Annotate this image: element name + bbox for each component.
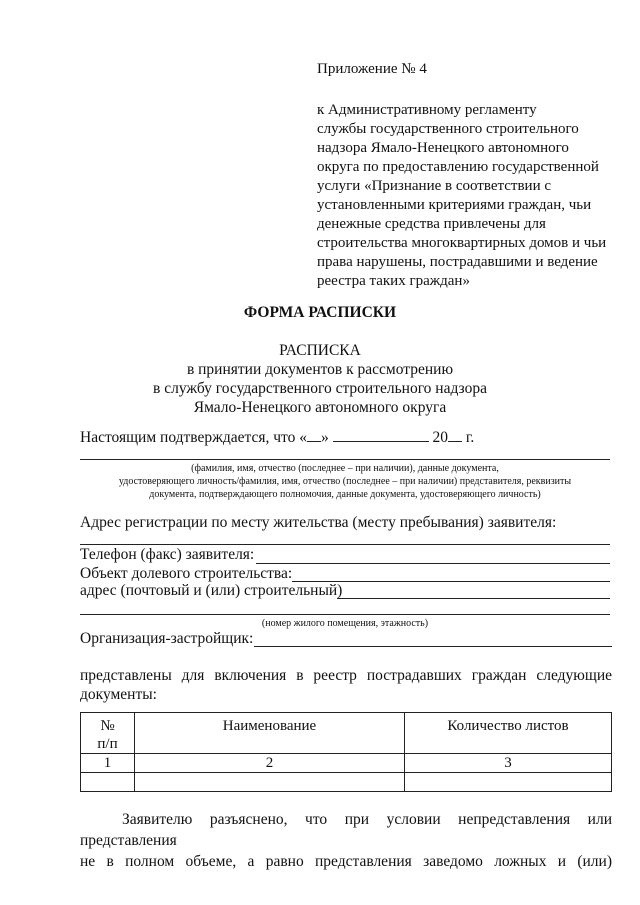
- final-line: не в полном объеме, а равно представления заведомо ложных и (или): [80, 853, 612, 870]
- documents-table: [80, 712, 612, 792]
- table-cell: 1: [81, 754, 135, 773]
- object-address-label: адрес (почтовый и (или) строительный): [80, 582, 343, 599]
- table-cell-empty[interactable]: [405, 773, 612, 792]
- appendix-line: реестра таких граждан»: [317, 273, 470, 289]
- header-number: [81, 713, 135, 754]
- table-index-row: [81, 754, 612, 773]
- form-title: ФОРМА РАСПИСКИ: [243, 304, 397, 321]
- applicant-caption: [80, 462, 610, 501]
- applicant-name-field[interactable]: [80, 459, 610, 460]
- developer-label: Организация-застройщик:: [80, 630, 254, 647]
- caption-line: удостоверяющего личность/фамилия, имя, отчество (последнее – при наличии) представителя, реквизиты: [118, 476, 572, 487]
- receipt-line: в принятии документов к рассмотрению: [186, 361, 454, 378]
- appendix-line: к Административному регламенту: [317, 102, 537, 118]
- presented-line: документы:: [80, 686, 157, 703]
- caption-line: (фамилия, имя, отчество (последнее – при наличии), данные документа,: [191, 463, 499, 474]
- day-field[interactable]: [307, 427, 321, 442]
- caption-line: документа, подтверждающего полномочия, данные документа, удостоверяющего личность): [149, 489, 541, 500]
- header-name: Наименование: [135, 713, 405, 754]
- object-label: Объект долевого строительства:: [80, 565, 293, 582]
- phone-label: Телефон (факс) заявителя:: [80, 546, 255, 563]
- presented-line: представлены для включения в реестр пострадавших граждан следующие: [80, 667, 612, 684]
- object-address-field-2[interactable]: [80, 614, 610, 615]
- developer-field[interactable]: [254, 646, 612, 647]
- appendix-line: услуги «Признание в соответствии с: [317, 178, 552, 194]
- appendix-line: денежные средства привлечены для: [317, 216, 546, 232]
- confirm-prefix: Настоящим подтверждается, что «: [80, 429, 307, 446]
- header-number-text: № п/п: [97, 718, 118, 752]
- appendix-line: строительства многоквартирных домов и чьи: [317, 235, 607, 251]
- phone-field[interactable]: [256, 563, 610, 564]
- appendix-line: надзора Ямало-Ненецкого автономного: [317, 140, 569, 156]
- table-header-row: [81, 713, 612, 754]
- appendix-line: установленными критериями граждан, чьи: [317, 197, 592, 213]
- year-field[interactable]: [448, 427, 462, 442]
- confirm-line: [80, 427, 610, 447]
- appendix-line: службы государственного строительного: [317, 121, 579, 137]
- month-field[interactable]: [333, 427, 429, 442]
- object-address-field[interactable]: [337, 598, 610, 599]
- address-field[interactable]: [80, 544, 610, 545]
- receipt-line: в службу государственного строительного надзора: [153, 380, 487, 397]
- header-sheets: Количество листов: [405, 713, 612, 754]
- confirm-mid: »: [320, 429, 329, 446]
- appendix-line: права нарушены, пострадавшими и ведение: [317, 254, 598, 270]
- table-cell: 3: [405, 754, 612, 773]
- final-paragraph: [80, 809, 612, 872]
- receipt-line: Ямало-Ненецкого автономного округа: [193, 399, 447, 416]
- final-line: Заявителю разъяснено, что при условии непредставления или представления: [80, 811, 612, 849]
- appendix-text: [317, 101, 617, 291]
- table-cell-empty[interactable]: [81, 773, 135, 792]
- appendix-block: [317, 60, 617, 291]
- receipt-title: РАСПИСКА: [279, 342, 361, 359]
- object-caption: (номер жилого помещения, этажность): [261, 618, 429, 629]
- appendix-line: округа по предоставлению государственной: [317, 159, 599, 175]
- table-cell: 2: [135, 754, 405, 773]
- presented-paragraph: [80, 666, 612, 704]
- confirm-suffix: г.: [461, 429, 475, 446]
- table-row: [81, 773, 612, 792]
- confirm-year-prefix: 20: [432, 429, 448, 446]
- receipt-heading: [0, 341, 640, 417]
- address-label: Адрес регистрации по месту жительства (месту пребывания) заявителя:: [80, 514, 557, 531]
- appendix-number: Приложение № 4: [317, 61, 427, 77]
- table-cell-empty[interactable]: [135, 773, 405, 792]
